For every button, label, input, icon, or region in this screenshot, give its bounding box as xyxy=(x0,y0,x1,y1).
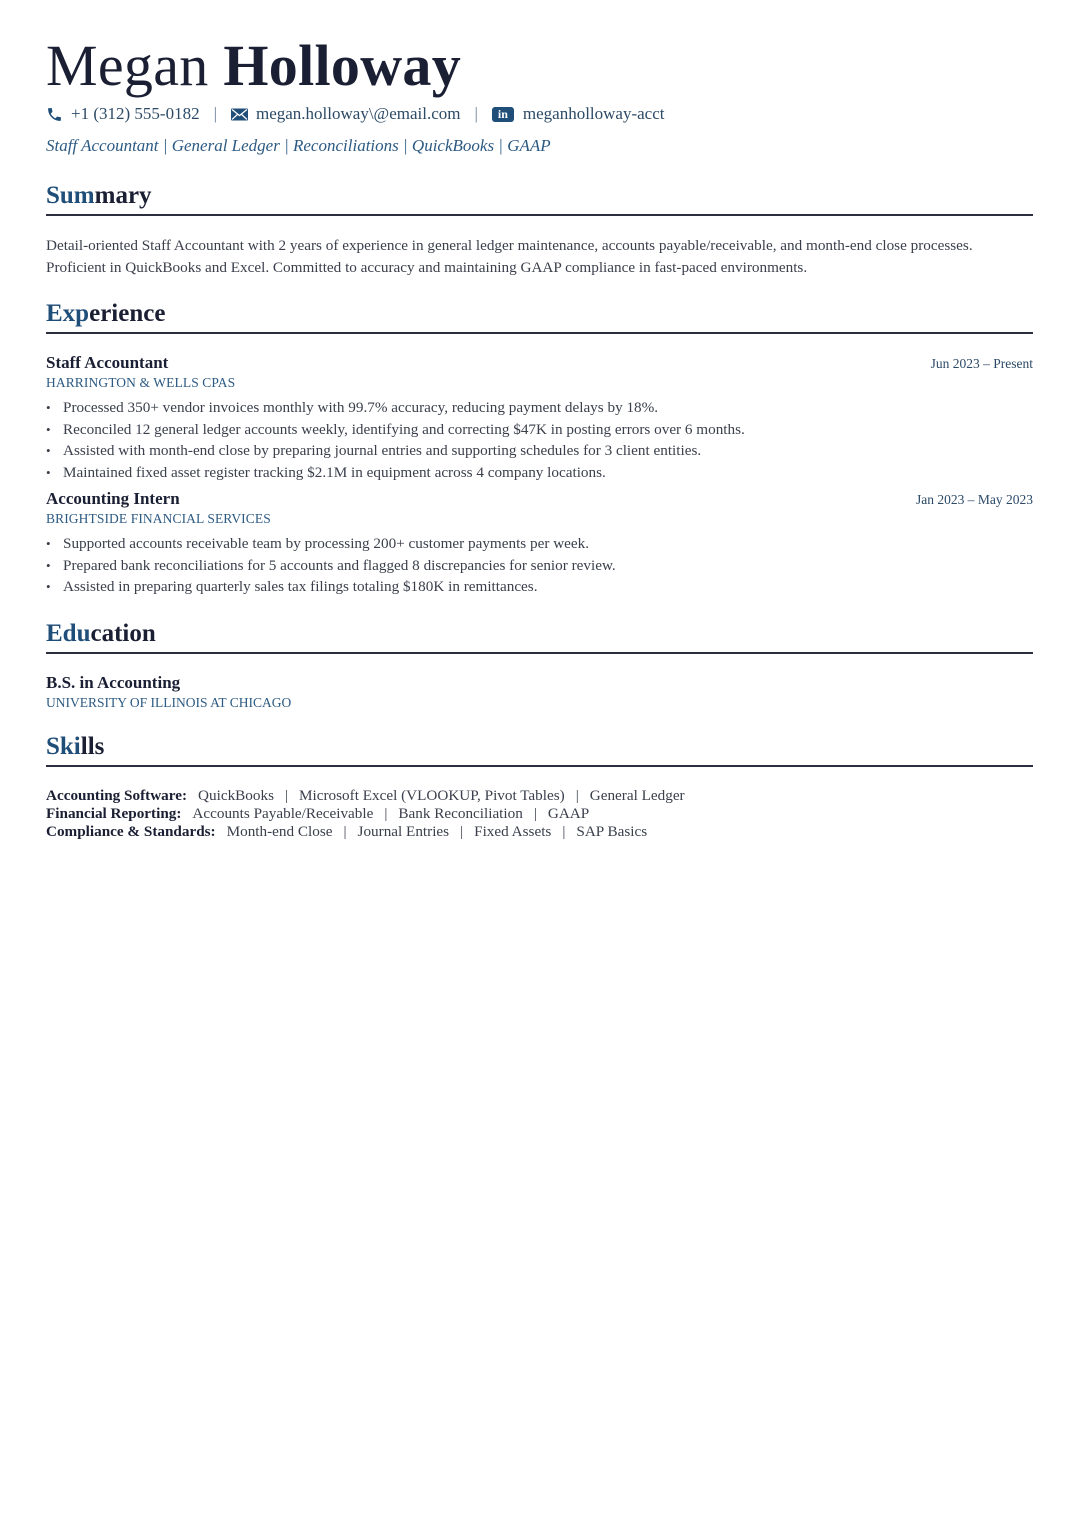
skill-item: Journal Entries xyxy=(357,822,450,840)
skill-category: Accounting Software: xyxy=(46,786,188,804)
email-link[interactable]: megan.holloway\@email.com xyxy=(255,104,461,123)
job-title: Staff Accountant xyxy=(46,353,169,372)
company-name: HARRINGTON & WELLS CPAS xyxy=(46,375,236,390)
job-entry xyxy=(46,489,1033,598)
separator: | xyxy=(213,104,217,123)
job-dates: Jan 2023 – May 2023 xyxy=(916,492,1033,507)
job-title: Accounting Intern xyxy=(46,489,180,508)
list-item: • Prepared bank reconciliations for 5 accounts and flagged 8 discrepancies for senior review. xyxy=(46,555,1033,577)
skill-row: Compliance & Standards: Month-end Close | Journal Entries | Fixed Assets | SAP Basics xyxy=(46,822,648,840)
section-heading-summary: Summary xyxy=(46,180,1033,216)
education-section xyxy=(46,618,1033,711)
summary-text: Detail-oriented Staff Accountant with 2 years of experience in general ledger maintenance, accounts payable/receivable, and month-end close processes. Proficient in QuickBooks and Excel. Committed to accuracy and maintaining GAAP compliance in fast-paced environments. xyxy=(46,237,973,276)
last-name: Holloway xyxy=(223,33,462,98)
skill-item: GAAP xyxy=(547,804,590,822)
list-item: • Maintained fixed asset register tracking $2.1M in equipment across 4 company locations. xyxy=(46,462,1033,484)
job-entry xyxy=(46,353,1033,483)
candidate-name xyxy=(46,30,1033,102)
list-item: • Reconciled 12 general ledger accounts weekly, identifying and correcting $47K in posting errors over 6 months. xyxy=(46,419,1033,441)
degree: B.S. in Accounting xyxy=(46,672,181,692)
separator: | xyxy=(474,104,478,123)
section-heading-education: Education xyxy=(46,618,1033,654)
linkedin-link[interactable]: meganholloway-acct xyxy=(522,104,665,123)
experience-section xyxy=(46,298,1033,598)
skill-item: Accounts Payable/Receivable xyxy=(192,804,374,822)
first-name: Megan xyxy=(46,33,209,98)
skills-section xyxy=(46,731,1033,841)
section-heading-skills: Skills xyxy=(46,731,1033,767)
job-bullets xyxy=(46,533,1033,598)
skill-row: Financial Reporting: Accounts Payable/Receivable | Bank Reconciliation | GAAP xyxy=(46,804,590,822)
summary-section xyxy=(46,180,1033,278)
job-dates: Jun 2023 – Present xyxy=(930,356,1033,371)
skill-item: QuickBooks xyxy=(198,786,274,804)
phone-number[interactable]: +1 (312) 555-0182 xyxy=(71,104,200,123)
list-item: • Supported accounts receivable team by processing 200+ customer payments per week. xyxy=(46,533,1033,555)
skill-item: Fixed Assets xyxy=(474,822,552,840)
skill-item: Bank Reconciliation xyxy=(398,804,523,822)
skill-item: SAP Basics xyxy=(576,822,648,840)
linkedin-icon: in xyxy=(492,107,514,122)
list-item: • Processed 350+ vendor invoices monthly with 99.7% accuracy, reducing payment delays by 18%. xyxy=(46,397,1033,419)
headline-tagline: Staff Accountant | General Ledger | Reconciliations | QuickBooks | GAAP xyxy=(46,136,551,155)
contact-line xyxy=(46,102,1033,126)
company-name: BRIGHTSIDE FINANCIAL SERVICES xyxy=(46,511,271,526)
section-heading-experience: Experience xyxy=(46,298,1033,334)
school-name: UNIVERSITY OF ILLINOIS AT CHICAGO xyxy=(46,694,292,710)
skill-row: Accounting Software: QuickBooks | Microsoft Excel (VLOOKUP, Pivot Tables) | General Ledger xyxy=(46,786,685,804)
job-bullets xyxy=(46,397,1033,483)
list-item: • Assisted with month-end close by preparing journal entries and supporting schedules for 3 client entities. xyxy=(46,440,1033,462)
skill-item: General Ledger xyxy=(589,786,685,804)
skill-category: Financial Reporting: xyxy=(46,804,182,822)
list-item: • Assisted in preparing quarterly sales tax filings totaling $180K in remittances. xyxy=(46,576,1033,598)
resume-page xyxy=(46,30,1033,841)
phone-icon xyxy=(46,106,63,123)
skill-category: Compliance & Standards: xyxy=(46,822,216,840)
skill-item: Microsoft Excel (VLOOKUP, Pivot Tables) xyxy=(299,786,565,804)
skill-item: Month-end Close xyxy=(226,822,333,840)
envelope-icon xyxy=(231,108,248,121)
